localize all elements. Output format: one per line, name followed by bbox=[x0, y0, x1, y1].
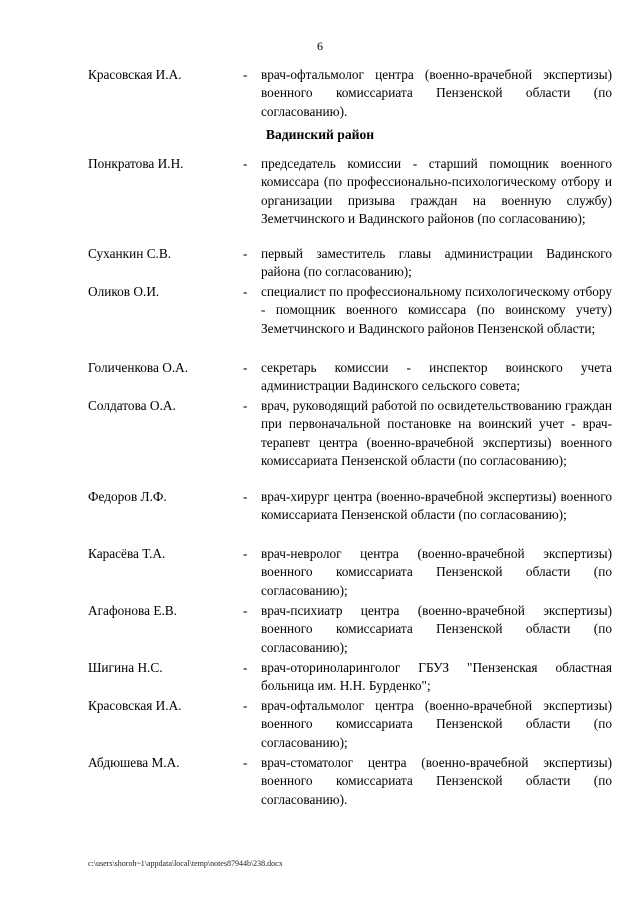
member-name: Суханкин С.В. bbox=[88, 246, 172, 261]
list-item bbox=[88, 283, 612, 338]
list-item bbox=[88, 359, 612, 396]
dash-separator: - bbox=[243, 246, 248, 261]
dash-separator: - bbox=[243, 489, 248, 504]
dash-separator: - bbox=[243, 603, 248, 618]
member-role: председатель комиссии - старший помощник военного комиссара (по профессионально-психологическому отбору и организации призыва граждан на военную службу) Земетчинского и Вадинского районов (по согласованию); bbox=[261, 156, 612, 227]
dash-separator: - bbox=[243, 755, 248, 770]
member-role: врач-офтальмолог центра (военно-врачебной экспертизы) военного комиссариата Пензенской области (по согласованию); bbox=[261, 698, 612, 750]
member-role: врач-психиатр центра (военно-врачебной экспертизы) военного комиссариата Пензенской области (по согласованию); bbox=[261, 603, 612, 655]
member-name: Карасёва Т.А. bbox=[88, 546, 166, 561]
file-path-footer: c:\users\shoroh~1\appdata\local\temp\notes87944b\238.docx bbox=[88, 859, 283, 868]
list-item bbox=[88, 155, 612, 229]
member-name: Агафонова Е.В. bbox=[88, 603, 177, 618]
page-number: 6 bbox=[317, 39, 323, 53]
member-role: врач-хирург центра (военно-врачебной экспертизы) военного комиссариата Пензенской области (по согласованию); bbox=[261, 489, 612, 523]
list-item bbox=[88, 697, 612, 752]
member-role: первый заместитель главы администрации Вадинского района (по согласованию); bbox=[261, 246, 612, 280]
dash-separator: - bbox=[243, 360, 248, 375]
member-name: Федоров Л.Ф. bbox=[88, 489, 167, 504]
dash-separator: - bbox=[243, 284, 248, 299]
dash-separator: - bbox=[243, 546, 248, 561]
member-role: врач-оториноларинголог ГБУЗ "Пензенская областная больница им. Н.Н. Бурденко"; bbox=[261, 660, 612, 694]
member-role: секретарь комиссии - инспектор воинского учета администрации Вадинского сельского совета; bbox=[261, 360, 612, 394]
list-item bbox=[88, 245, 612, 282]
member-name: Шигина Н.С. bbox=[88, 660, 163, 675]
list-item bbox=[88, 545, 612, 600]
dash-separator: - bbox=[243, 660, 248, 675]
dash-separator: - bbox=[243, 398, 248, 413]
member-role: врач, руководящий работой по освидетельствованию граждан при первоначальной постановке на воинский учет - врач-терапевт центра (военно-врачебной экспертизы) военного комиссариата Пензенской области (по согласованию); bbox=[261, 398, 612, 469]
list-item bbox=[88, 488, 612, 525]
member-name: Абдюшева М.А. bbox=[88, 755, 180, 770]
list-item bbox=[88, 66, 612, 121]
member-name: Голиченкова О.А. bbox=[88, 360, 189, 375]
dash-separator: - bbox=[243, 698, 248, 713]
member-role: врач-офтальмолог центра (военно-врачебной экспертизы) военного комиссариата Пензенской области (по согласованию). bbox=[261, 67, 612, 119]
member-name: Красовская И.А. bbox=[88, 698, 182, 713]
list-item bbox=[88, 754, 612, 809]
dash-separator: - bbox=[243, 156, 248, 171]
member-name: Красовская И.А. bbox=[88, 67, 182, 82]
list-item bbox=[88, 602, 612, 657]
member-name: Оликов О.И. bbox=[88, 284, 160, 299]
member-name: Солдатова О.А. bbox=[88, 398, 176, 413]
member-role: врач-невролог центра (военно-врачебной экспертизы) военного комиссариата Пензенской области (по согласованию); bbox=[261, 546, 612, 598]
member-name: Понкратова И.Н. bbox=[88, 156, 184, 171]
list-item bbox=[88, 397, 612, 471]
member-role: врач-стоматолог центра (военно-врачебной экспертизы) военного комиссариата Пензенской области (по согласованию). bbox=[261, 755, 612, 807]
section-title: Вадинский район bbox=[265, 127, 375, 142]
dash-separator: - bbox=[243, 67, 248, 82]
list-item bbox=[88, 659, 612, 696]
member-role: специалист по профессиональному психологическому отбору - помощник военного комиссара (по воинскому учету) Земетчинского и Вадинского районов Пензенской области; bbox=[261, 284, 612, 336]
